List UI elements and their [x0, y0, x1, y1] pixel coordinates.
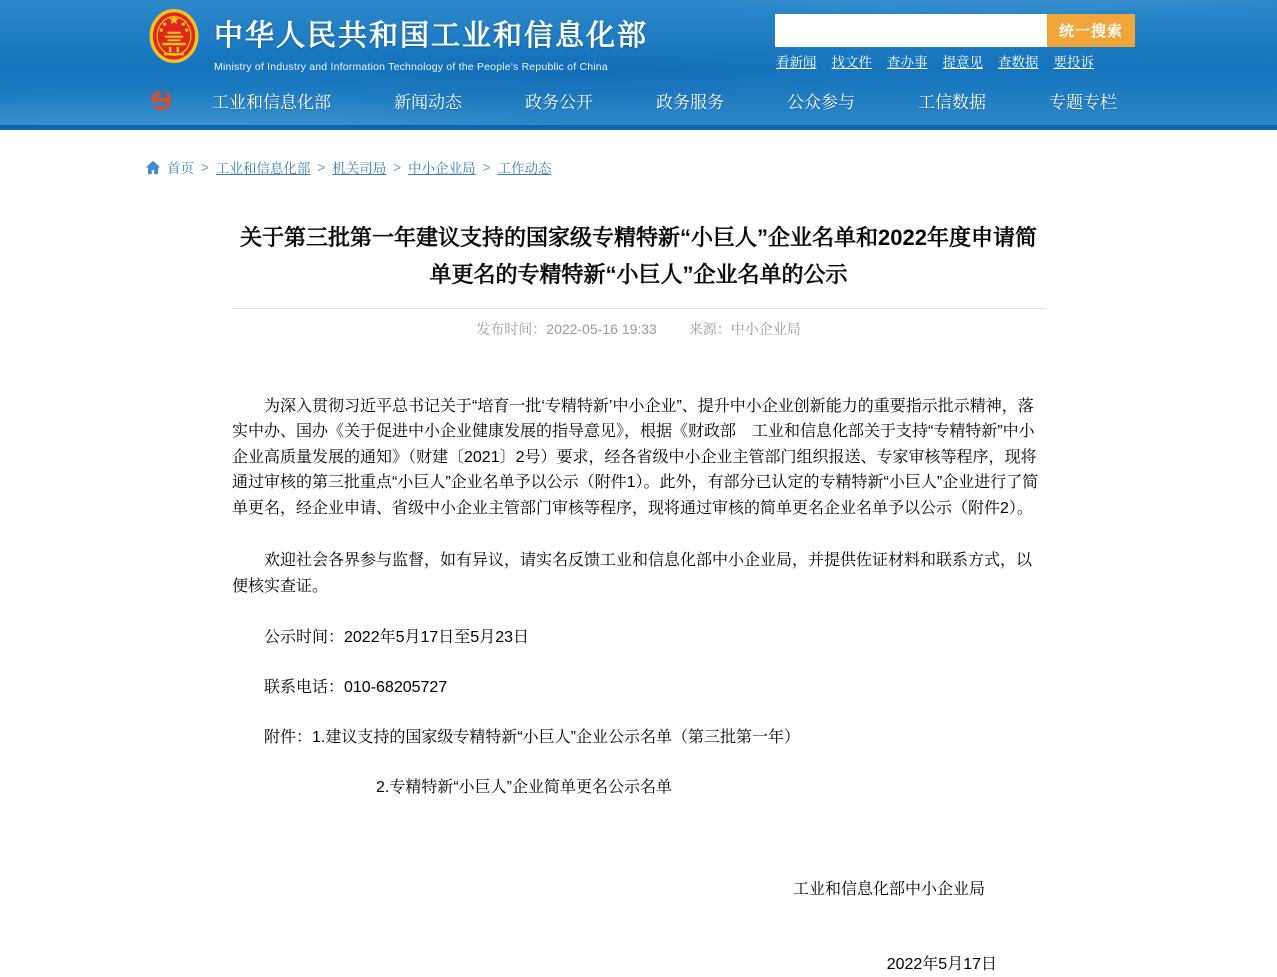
- publicity-period: 公示时间：2022年5月17日至5月23日: [264, 629, 529, 647]
- national-emblem-icon: [147, 6, 201, 71]
- miit-e-logo-icon: [146, 88, 169, 116]
- breadcrumb-separator: >: [393, 159, 402, 175]
- title-divider: [232, 308, 1045, 309]
- breadcrumb-home-label: 首页: [167, 161, 194, 176]
- breadcrumb-item-miit[interactable]: 工业和信息化部: [215, 161, 311, 176]
- paragraph-main: 为深入贯彻习近平总书记关于“培育一批‘专精特新’中小企业”、提升中小企业创新能力的重要指示批示精神，落实中办、国办《关于促进中小企业健康发展的指导意见》，根据《财政部 工业和信息化部关于支持“专精特新”中小企业高质量发展的通知》（财建〔2021〕2号）要求，经各省级中小企业主管部门组织报送、专家审核等程序，现将通过审核的第三批重点“小巨人”企业名单予以公示（附件1）。此外，有部分已认定的专精特新“小巨人”企业进行了简单更名，经企业申请、省级中小企业主管部门审核等程序，现将通过审核的简单更名企业名单予以公示（附件2）。: [232, 397, 1039, 517]
- home-icon: [145, 160, 161, 175]
- quick-link-feedback[interactable]: 提意见: [942, 55, 983, 70]
- nav-item-data[interactable]: 工信数据: [918, 93, 986, 112]
- breadcrumb-separator: >: [317, 159, 326, 175]
- publish-time: 发布时间：2022-05-16 19:33: [476, 320, 657, 337]
- nav-item-gov-open[interactable]: 政务公开: [525, 93, 593, 112]
- paragraph-supervision: 欢迎社会各界参与监督，如有异议，请实名反馈工业和信息化部中小企业局，并提供佐证材料和联系方式，以便核实查证。: [232, 552, 1033, 595]
- main-nav: [212, 88, 1117, 113]
- nav-item-news[interactable]: 新闻动态: [394, 93, 462, 112]
- article-meta: [232, 319, 1045, 339]
- attachment-link-2[interactable]: 2.专精特新“小巨人”企业简单更名公示名单: [376, 778, 673, 796]
- article-source: 来源：中小企业局: [688, 320, 801, 337]
- attachment-link-1[interactable]: 附件：1.建议支持的国家级专精特新“小巨人”企业公示名单（第三批第一年）: [264, 729, 801, 747]
- breadcrumb: [145, 157, 1277, 177]
- site-subtitle: Ministry of Industry and Information Technology of the People's Republic of China: [214, 61, 608, 73]
- quick-link-docs[interactable]: 找文件: [831, 55, 872, 70]
- site-brand[interactable]: [214, 13, 648, 73]
- search-area: [775, 14, 1135, 47]
- nav-item-miit[interactable]: 工业和信息化部: [212, 93, 331, 112]
- article: [232, 219, 1045, 977]
- breadcrumb-separator: >: [201, 159, 209, 175]
- quick-link-complaint[interactable]: 要投诉: [1053, 55, 1094, 70]
- breadcrumb-item-departments[interactable]: 机关司局: [332, 161, 387, 176]
- search-input[interactable]: [775, 14, 1047, 47]
- article-body: [232, 394, 1045, 977]
- nav-item-public[interactable]: 公众参与: [787, 93, 855, 112]
- breadcrumb-item-sme-bureau[interactable]: 中小企业局: [408, 161, 476, 176]
- search-button[interactable]: 统一搜索: [1047, 14, 1135, 47]
- quick-link-services[interactable]: 查办事: [887, 55, 928, 70]
- signature: 工业和信息化部中小企业局: [792, 881, 985, 899]
- quick-link-news[interactable]: 看新闻: [776, 55, 817, 70]
- contact-phone: 联系电话：010-68205727: [264, 678, 448, 696]
- breadcrumb-item-work-updates[interactable]: 工作动态: [497, 161, 552, 176]
- nav-item-gov-svc[interactable]: 政务服务: [656, 93, 724, 112]
- signature-date: 2022年5月17日: [886, 955, 997, 973]
- nav-item-special[interactable]: 专题专栏: [1049, 93, 1117, 112]
- site-title: 中华人民共和国工业和信息化部: [214, 20, 649, 52]
- article-title: 关于第三批第一年建议支持的国家级专精特新“小巨人”企业名单和2022年度申请简单更名的专精特新“小巨人”企业名单的公示: [240, 225, 1037, 287]
- quick-link-data[interactable]: 查数据: [998, 55, 1039, 70]
- breadcrumb-separator: >: [482, 159, 491, 175]
- site-header: [0, 0, 1277, 130]
- breadcrumb-home[interactable]: [145, 157, 194, 177]
- quick-links: [776, 51, 1094, 71]
